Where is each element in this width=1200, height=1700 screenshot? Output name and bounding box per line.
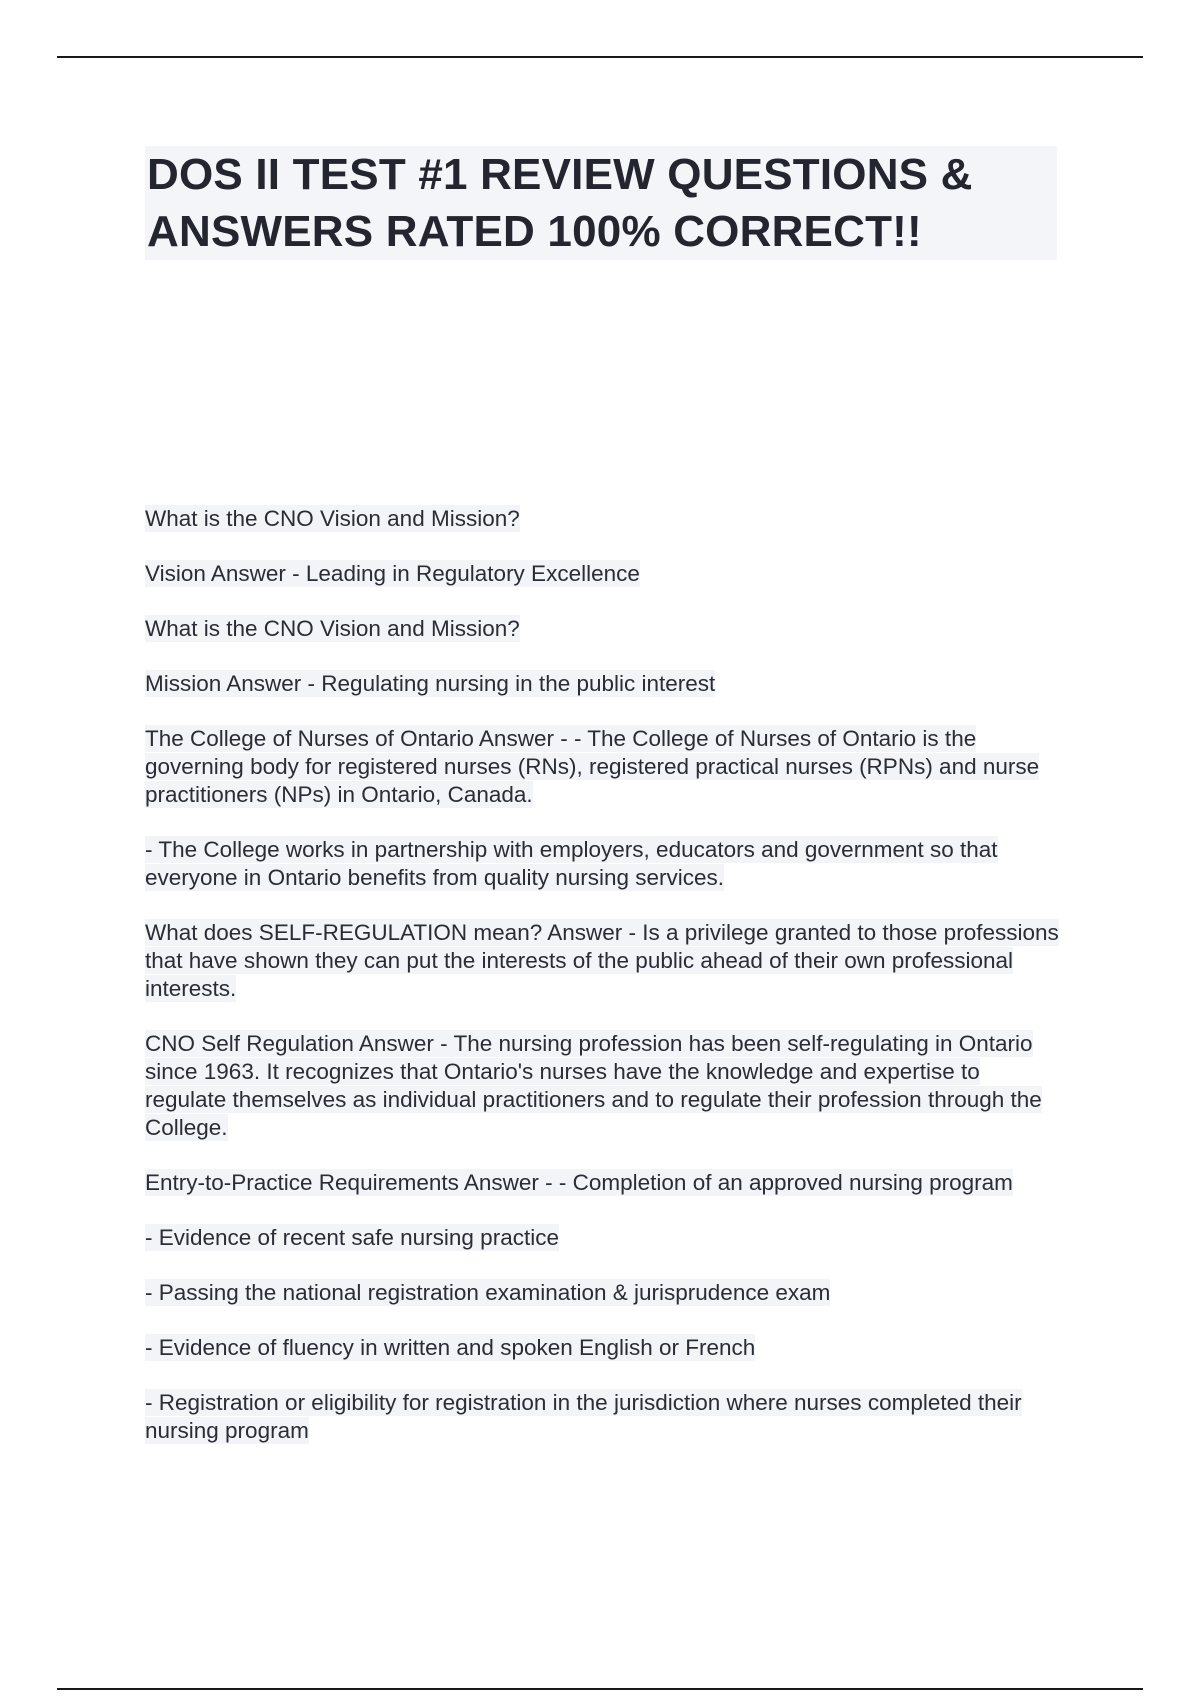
paragraph-college-of-nurses: The College of Nurses of Ontario Answer - - The College of Nurses of Ontario is the governing body for registered nurses (RNs), registered practical nurses (RPNs) and nurse practitioners (NPs) in Ontario, Canada.	[145, 726, 1040, 807]
document-body	[145, 505, 1065, 1472]
list-item: - Evidence of recent safe nursing practice	[145, 1225, 559, 1250]
paragraph-college-partnership: - The College works in partnership with employers, educators and government so that everyone in Ontario benefits from quality nursing services.	[145, 837, 998, 890]
list-item: - Registration or eligibility for registration in the jurisdiction where nurses completed their nursing program	[145, 1390, 1022, 1443]
list-item: - Passing the national registration examination & jurisprudence exam	[145, 1280, 831, 1305]
paragraph-self-regulation: What does SELF-REGULATION mean? Answer - Is a privilege granted to those professions that have shown they can put the interests of the public ahead of their own professional interests.	[145, 920, 1059, 1001]
paragraph-vision-question: What is the CNO Vision and Mission?	[145, 506, 520, 531]
paragraph-vision-answer: Vision Answer - Leading in Regulatory Excellence	[145, 561, 640, 586]
bottom-divider	[57, 1688, 1143, 1690]
paragraph-cno-self-regulation: CNO Self Regulation Answer - The nursing profession has been self-regulating in Ontario since 1963. It recognizes that Ontario's nurses have the knowledge and expertise to regulate themselves as individual practitioners and to regulate their profession through the College.	[145, 1031, 1042, 1140]
paragraph-mission-answer: Mission Answer - Regulating nursing in the public interest	[145, 671, 716, 696]
list-item: - Evidence of fluency in written and spoken English or French	[145, 1335, 756, 1360]
top-divider	[57, 56, 1143, 58]
document-title: DOS II TEST #1 REVIEW QUESTIONS & ANSWERS RATED 100% CORRECT!!	[147, 150, 973, 256]
paragraph-entry-to-practice: Entry-to-Practice Requirements Answer - - Completion of an approved nursing program	[145, 1170, 1013, 1195]
paragraph-mission-question: What is the CNO Vision and Mission?	[145, 616, 520, 641]
title-block	[145, 146, 1057, 260]
